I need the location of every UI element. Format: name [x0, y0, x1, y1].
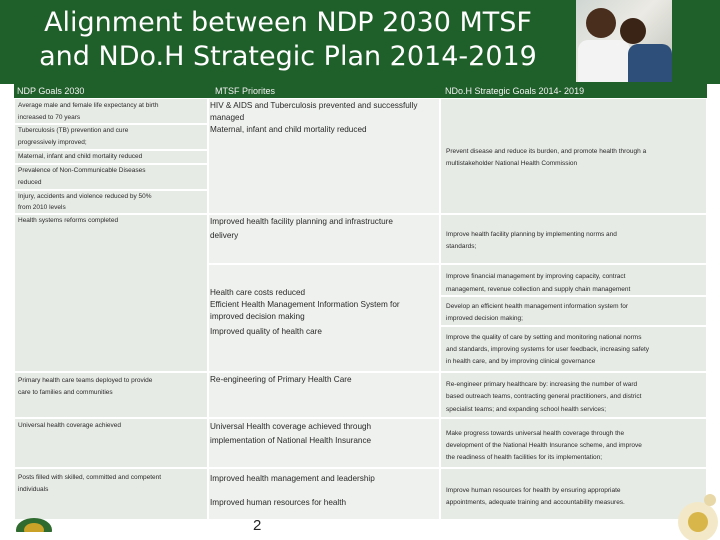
mtsf-priority-text: Re-engineering of Primary Health Care: [210, 375, 352, 384]
ndoh-goal-text: Prevent disease and reduce its burden, and promote health through a: [446, 148, 647, 155]
page-number: 2: [253, 517, 262, 534]
col-header-mtsf-label: MTSF Priorites: [215, 86, 276, 96]
mtsf-priority-text: Efficient Health Management Information System for: [210, 300, 400, 309]
coat-of-arms-logo: [14, 502, 54, 532]
mtsf-priority-text: Universal Health coverage achieved through: [210, 422, 372, 431]
ndoh-goal-text: specialist teams; and expanding school health services;: [446, 406, 607, 413]
col-header-ndoh: [440, 84, 707, 98]
page-title: Alignment between NDP 2030 MTSF and NDo.H Strategic Plan 2014-2019: [39, 7, 537, 72]
ndoh-goal-text: standards;: [446, 243, 477, 250]
ndp-goal-text: care to families and communities: [18, 389, 113, 396]
ndoh-goal-text: multistakeholder National Health Commission: [446, 160, 578, 167]
ndoh-goal-text: Re-engineer primary healthcare by: increasing the number of ward: [446, 381, 638, 388]
ndoh-goal-text: Make progress towards universal health coverage through the: [446, 430, 625, 437]
ndp-goal-text: Universal health coverage achieved: [18, 422, 121, 429]
photo-figure-1: [586, 8, 616, 38]
ndp-goal-text: Posts filled with skilled, committed and competent: [18, 474, 162, 481]
header-photo: [576, 0, 672, 82]
ndp-goal-text: reduced: [18, 179, 42, 186]
ndoh-goal-text: appointments, adequate training and accountability measures.: [446, 499, 625, 506]
mtsf-priority-text: Improved health facility planning and infrastructure: [210, 217, 393, 226]
ndoh-goal-text: the readiness of health facilities for its implementation;: [446, 454, 603, 461]
col-header-ndp: NDP Goals 2030: [14, 84, 208, 98]
ndoh-goal-text: Develop an efficient health management information system for: [446, 303, 628, 310]
mtsf-priority-text: Maternal, infant and child mortality reduced: [210, 125, 367, 134]
mtsf-priority-text: Improved human resources for health: [210, 498, 347, 507]
ndp-goal-text: Primary health care teams deployed to provide: [18, 377, 153, 384]
ndoh-goal-text: management, revenue collection and supply chain management: [446, 286, 631, 293]
decorative-flower-image: [650, 478, 720, 540]
ndoh-goal-text: Improve health facility planning by implementing norms and: [446, 231, 617, 238]
ndp-goal-text: Prevalence of Non-Communicable Diseases: [18, 167, 146, 174]
ndoh-goal-text: based outreach teams, contracting general practitioners, and district: [446, 393, 642, 400]
ndp-goal-text: from 2010 levels: [18, 204, 66, 211]
ndoh-goal-text: Improve human resources for health by ensuring appropriate: [446, 487, 621, 494]
mtsf-priority-text: Improved health management and leadership: [210, 474, 375, 483]
mtsf-priority-text: Improved quality of health care: [210, 327, 322, 336]
ndoh-goal-text: improved decision making;: [446, 315, 523, 322]
ndp-goal-text: progressively improved;: [18, 139, 87, 146]
ndoh-goal-text: development of the National Health Insurance scheme, and improve: [446, 442, 642, 449]
ndoh-goal-text: Improve the quality of care by setting and monitoring national norms: [446, 334, 642, 341]
ndp-goal-text: Average male and female life expectancy at birth: [18, 102, 159, 109]
mtsf-priority-text: implementation of National Health Insurance: [210, 436, 372, 445]
ndp-goal-text: Tuberculosis (TB) prevention and cure: [18, 127, 129, 134]
ndp-goal-text: individuals: [18, 486, 49, 493]
ndoh-goal-text: Improve financial management by improving capacity, contract: [446, 273, 626, 280]
ndp-goal-text: Health systems reforms completed: [18, 217, 119, 224]
ndp-goal-text: Maternal, infant and child mortality reduced: [18, 153, 143, 160]
mtsf-priority-text: managed: [210, 113, 245, 122]
photo-figure-4: [628, 44, 672, 82]
ndoh-goal-text: and standards, improving systems for user feedback, increasing safety: [446, 346, 650, 353]
mtsf-priority-text: HIV & AIDS and Tuberculosis prevented and successfully: [210, 101, 418, 110]
ndp-goal-text: Injury, accidents and violence reduced by 50%: [18, 193, 152, 200]
col-header-ndoh-label: NDo.H Strategic Goals 2014- 2019: [445, 86, 585, 96]
photo-figure-3: [578, 40, 630, 82]
mtsf-priority-text: delivery: [210, 231, 239, 240]
col-header-mtsf: [208, 84, 440, 98]
ndp-goal-text: increased to 70 years: [18, 114, 81, 121]
ndp-cell: [14, 214, 208, 372]
mtsf-priority-text: improved decision making: [210, 312, 305, 321]
ndoh-goal-text: in health care, and by improving clinical governance: [446, 358, 596, 365]
mtsf-priority-text: Health care costs reduced: [210, 288, 306, 297]
